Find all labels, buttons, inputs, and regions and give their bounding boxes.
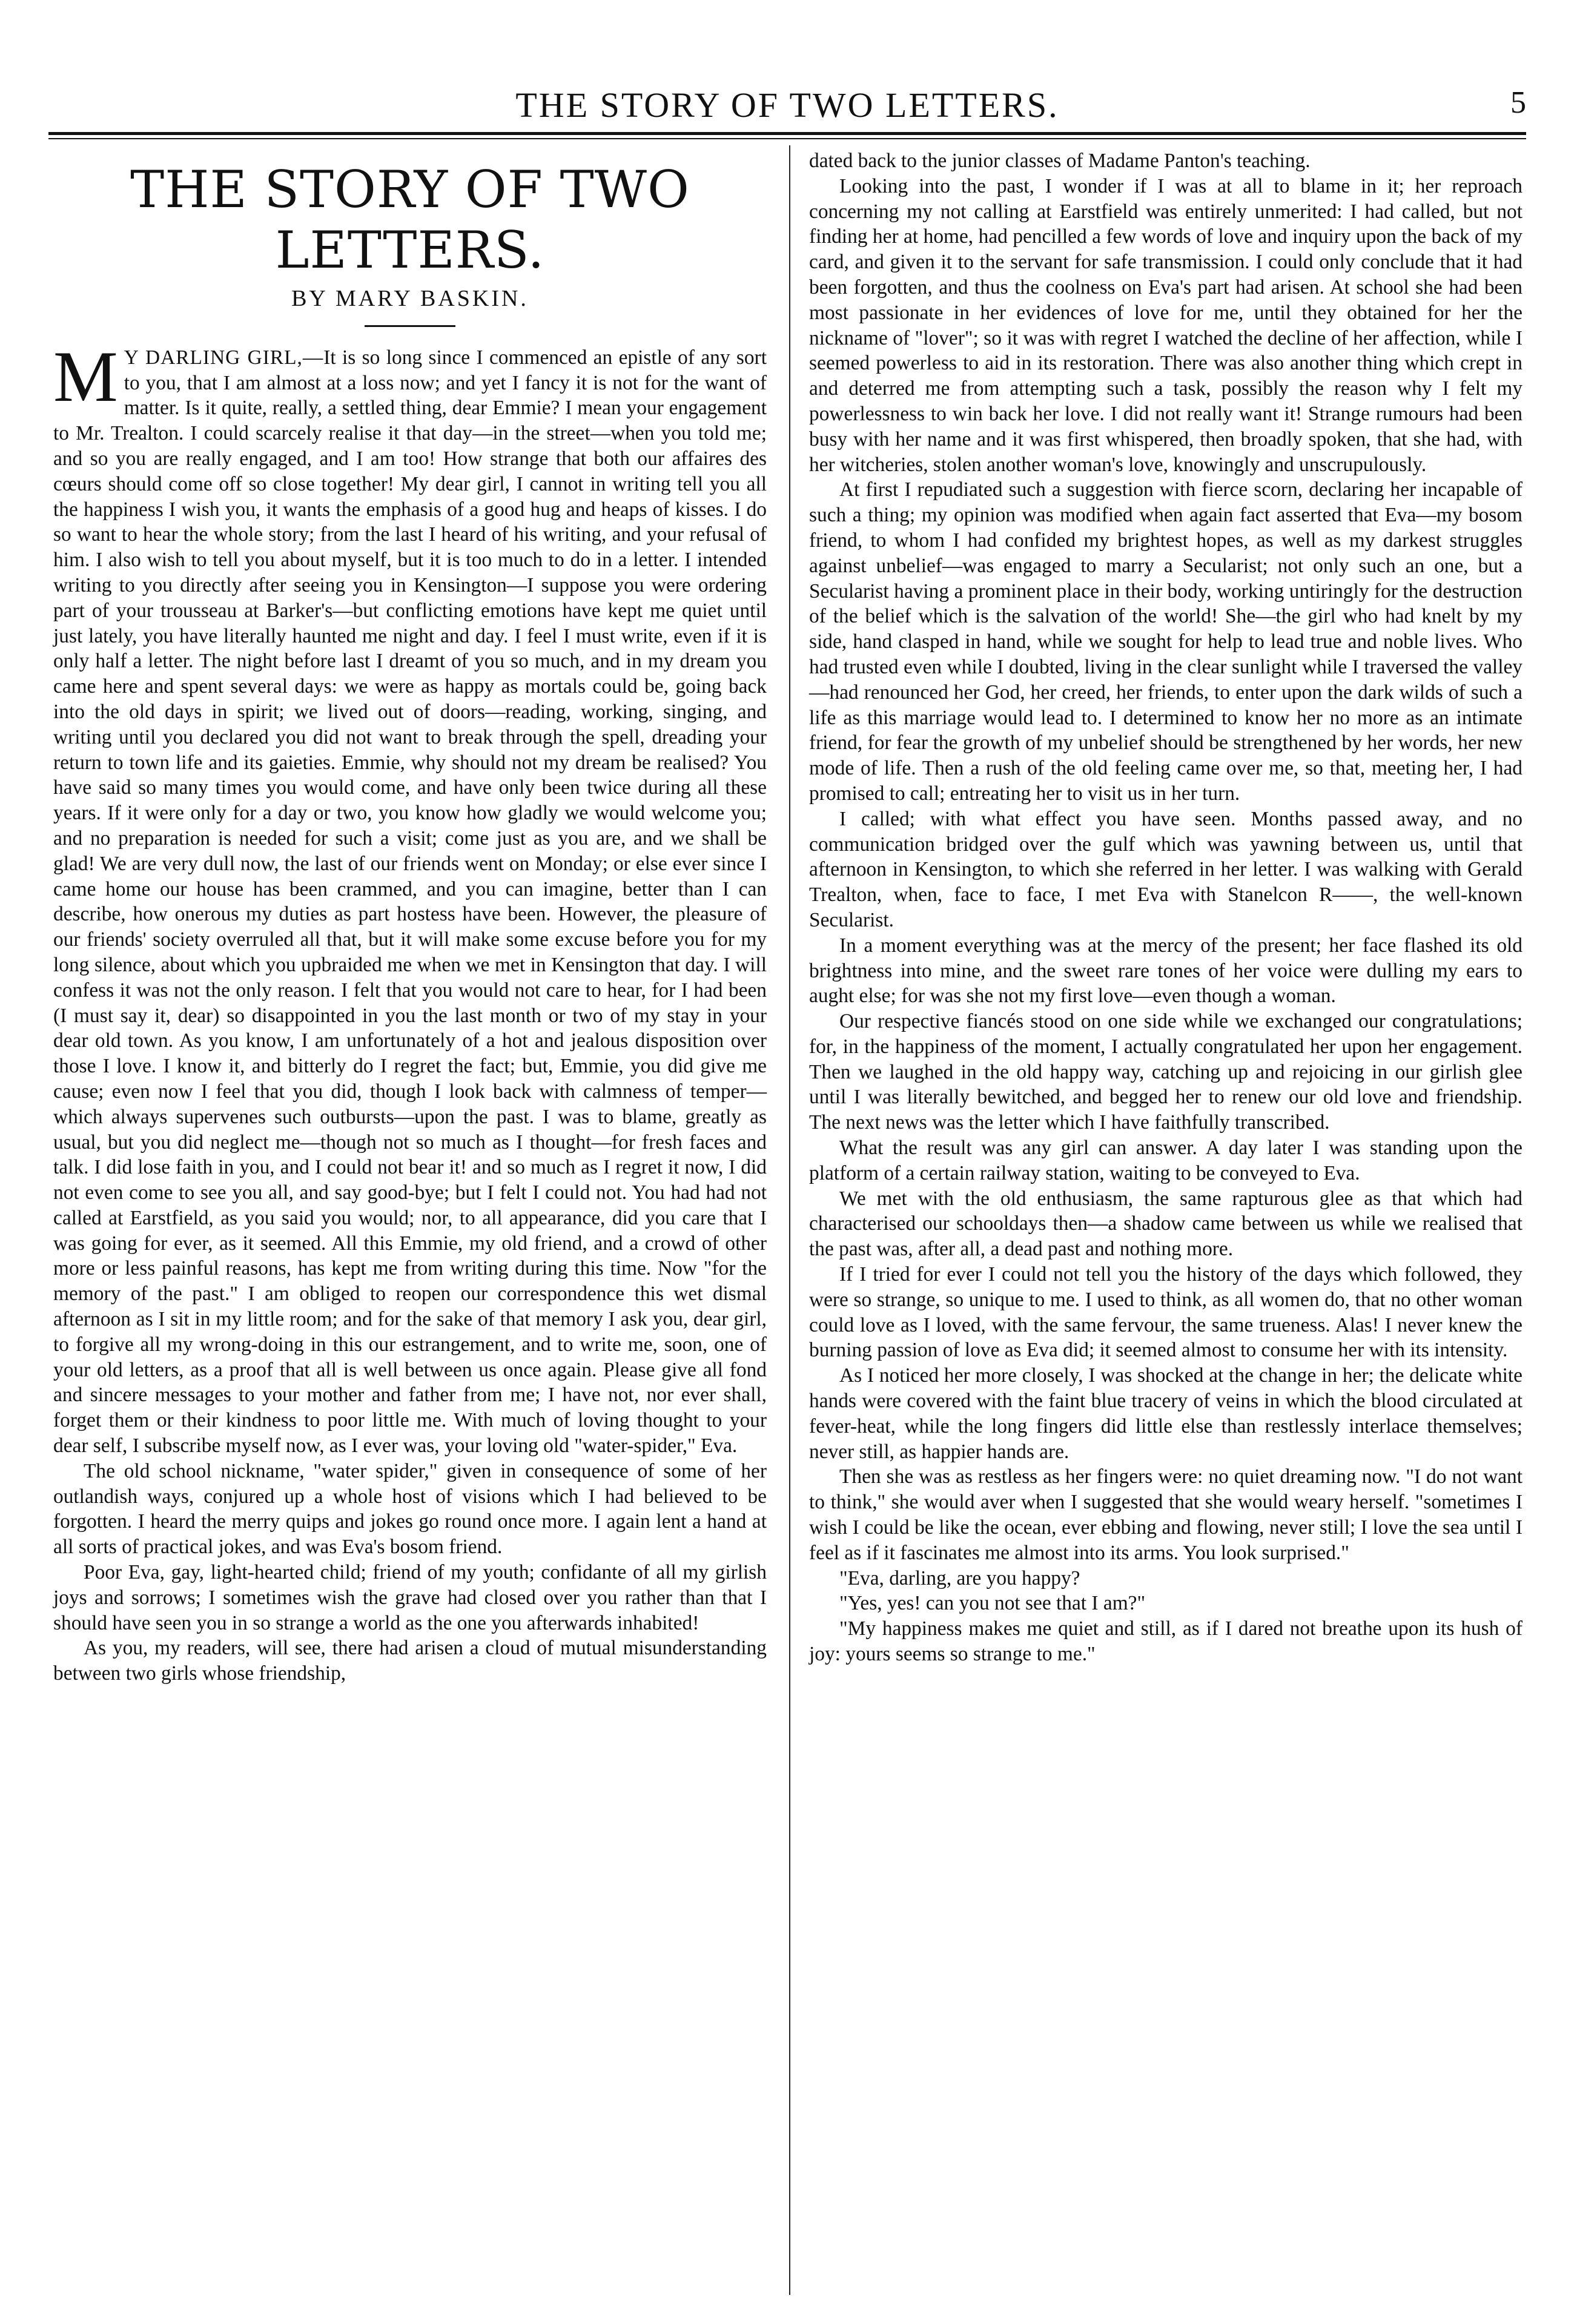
running-head xyxy=(48,85,1526,127)
paragraph: We met with the old enthusiasm, the same rapturous glee as that which had characterised our schooldays then—a shadow came between us while we realised that the past was, after all, a dead past and nothing more. xyxy=(809,1187,1522,1261)
letter-paragraph xyxy=(53,335,767,1459)
paragraph: At first I repudiated such a suggestion with fierce scorn, declaring her incapable of such a thing; my opinion was modified when again fact asserted that Eva—my bosom friend, to whom I had confided my brightest hopes, as well as my darkest struggles against unbelief—was engaged to marry a Secularist; not only such an one, but a Secularist having a prominent place in their body, working untiringly for the destruction of the belief which is the salvation of the world! She—the girl who had knelt by my side, hand clasped in hand, while we sought for help to lead true and noble lives. Who had trusted even while I doubted, living in the clear sunlight while I traversed the valley—had renounced her God, her creed, her friends, to enter upon the dark wilds of such a life as this marriage would lead to. I determined to know her no more as an intimate friend, for fear the growth of my unbelief should be strengthened by her words, her new mode of life. Then a rush of the old feeling came over me, so that, meeting her, I had promised to call; entreating her to visit us in her turn. xyxy=(809,478,1522,805)
column-divider xyxy=(789,145,790,2295)
paragraph: I called; with what effect you have seen. Months passed away, and no communication bridged over the gulf which was yawning between us, until that afternoon in Kensington, to which she referred in her letter. I was walking with Gerald Trealton, when, face to face, I met Eva with Stanelcon R——, the well-known Secularist. xyxy=(809,807,1522,931)
paragraph: Poor Eva, gay, light-hearted child; friend of my youth; confidante of all my girlish joys and sorrows; I sometimes wish the grave had closed over you rather than that I should have seen you in so strange a world as the one you afterwards inhabited! xyxy=(53,1561,767,1634)
drop-cap: M xyxy=(53,335,118,417)
page-number: 5 xyxy=(1510,85,1526,120)
paragraph: "Eva, darling, are you happy? xyxy=(839,1566,1080,1589)
left-column xyxy=(53,148,767,1686)
paragraph: Then she was as restless as her fingers were: no quiet dreaming now. "I do not want to think," she would aver when I suggested that she would weary herself. "sometimes I wish I could be like the ocean, ever ebbing and flowing, never still; I love the sea until I feel as if it fascinates me almost into its arms. You look surprised." xyxy=(809,1465,1522,1564)
paragraph-continued: dated back to the junior classes of Madame Panton's teaching. xyxy=(809,150,1311,172)
paragraph: Our respective fiancés stood on one side while we exchanged our congratulations; for, in the happiness of the moment, I actually congratulated her upon her engagement. Then we laughed in the old happy way, catching up and rejoicing in our girlish glee until I was literally bewitched, and begged her to renew our old love and friendship. The next news was the letter which I have faithfully transcribed. xyxy=(809,1010,1522,1134)
paragraph: "My happiness makes me quiet and still, as if I dared not breathe upon its hush of joy: yours seems so strange to me." xyxy=(809,1617,1522,1666)
letter-salutation: Y DARLING GIRL,— xyxy=(124,346,324,369)
running-title: THE STORY OF TWO LETTERS. xyxy=(515,85,1059,125)
paragraph: The old school nickname, "water spider," given in consequence of some of her outlandish ways, conjured up a whole host of visions which I had believed to be forgotten. I heard the merry quips and jokes go round once more. I again lent a hand at all sorts of practical jokes, and was Eva's bosom friend. xyxy=(53,1459,767,1559)
byline-rule xyxy=(365,325,455,327)
header-rule-thin xyxy=(48,138,1526,139)
paragraph: In a moment everything was at the mercy of the present; her face flashed its old brightness into mine, and the sweet rare tones of her voice were dulling my ears to aught else; for was she not my first love—even though a woman. xyxy=(809,934,1522,1008)
byline: BY MARY BASKIN. xyxy=(291,286,529,311)
article-title: THE STORY OF TWO LETTERS. xyxy=(130,160,690,280)
letter-body: It is so long since I commenced an epistle of any sort to you, that I am almost at a loss now; and yet I fancy it is not for the want of matter. Is it quite, really, a settled thing, dear Emmie? I mean your engagement to Mr. Trealton. I could scarcely realise it that day—in the street—when you told me; and so you are really engaged, and I am too! How strange that both our affaires des cœurs should come off so close together! My dear girl, I cannot in writing tell you all the happiness I wish you, it wants the emphasis of a good hug and heaps of kisses. I do so want to hear the whole story; from the last I heard of his writing, and your refusal of him. I also wish to tell you about myself, but it is too much to do in a letter. I intended writing to you directly after seeing you in Kensington—I suppose you were ordering part of your trousseau at Barker's—but conflicting emotions have kept me quiet until just lately, you have literally haunted me night and day. I feel I must write, even if it is only half a letter. The night before last I dreamt of you so much, and in my dream you came here and spent several days: we were as happy as mortals could be, going back into the old days in spirit; we lived out of doors—reading, working, singing, and writing until you declared you did not want to break through the spell, dreading your return to town life and its gaieties. Emmie, why should not my dream be realised? You have said so many times you would come, and have only been twice during all these years. If it were only for a day or two, you know how gladly we would welcome you; and no preparation is needed for such a visit; come just as you are, and we shall be glad! We are very dull now, the last of our friends went on Monday; or else ever since I came home our house has been crammed, and you can imagine, better than I can describe, how onerous my duties as part hostess have been. However, the pleasure of our friends' society overruled all that, but it will make some excuse before you for my long silence, about which you upbraided me when we met in Kensington that day. I will confess it was not the only reason. I felt that you would not care to hear, for I had been (I must say it, dear) so disappointed in you the last month or two of my stay in your dear old town. As you know, I am unfortunately of a hot and jealous disposition over those I love. I know it, and bitterly do I regret the fact; but, Emmie, you did give me cause; even now I feel that you did, though I look back with calmness of temper—which always supervenes such outbursts—upon the past. I was to blame, greatly as usual, but you did neglect me—though not so much as I thought—for fresh faces and talk. I did lose faith in you, and I could not bear it! and so much as I regret it now, I did not even come to see you all, and say good-bye; but I felt I could not. You had had not called at Earstfield, as you said you would; nor, to all appearance, did you care that I was going for ever, as it seemed. All this Emmie, my old friend, and a crowd of other more or less painful reasons, has kept me from writing during this time. Now "for the memory of the past." I am obliged to reopen our correspondence this wet dismal afternoon as I sit in my little room; and for the sake of that memory I ask you, dear girl, to forgive all my wrong-doing in this our estrangement, and to write me, soon, one of your old letters, as a proof that all is well between us once again. Please give all fond and sincere messages to your mother and father from me; I have not, nor ever shall, forget them or their kindness to poor little me. With much of loving thought to your dear self, I subscribe myself now, as I ever was, your loving old "water-spider," Eva. xyxy=(53,346,767,1457)
paragraph: Looking into the past, I wonder if I was at all to blame in it; her reproach concerning my not calling at Earstfield was entirely unmerited: I had called, but not finding her at home, had pencilled a few words of love and inquiry upon the back of my card, and given it to the servant for safe transmission. I could only conclude that it had been forgotten, and thus the coolness on Eva's part had arisen. At school she had been most passionate in her evidences of love for me, until they obtained for her the nickname of "lover"; so it was with regret I watched the decline of her affection, while I seemed powerless to aid in its restoration. There was also another thing which crept in and deterred me from attempting such a task, possibly the reason why I felt my powerlessness to win back her love. I did not really want it! Strange rumours had been busy with her name and it was first whispered, then broadly spoken, that she had, with her witcheries, stolen another woman's love, knowingly and unscrupulously. xyxy=(809,174,1522,476)
paragraph: "Yes, yes! can you not see that I am?" xyxy=(839,1592,1146,1615)
right-column xyxy=(809,148,1522,1667)
paragraph: As you, my readers, will see, there had arisen a cloud of mutual misunderstanding between two girls whose friendship, xyxy=(53,1637,767,1685)
paragraph: If I tried for ever I could not tell you the history of the days which followed, they were so strange, so unique to me. I used to think, as all women do, that no other woman could love as I loved, with the same fervour, the same trueness. Alas! I never knew the burning passion of love as Eva did; it seemed almost to consume her with its intensity. xyxy=(809,1263,1522,1362)
paragraph: As I noticed her more closely, I was shocked at the change in her; the delicate white hands were covered with the faint blue tracery of veins in which the blood circulated at fever-heat, while the long fingers did little else than restlessly interlace themselves; never still, as happier hands are. xyxy=(809,1364,1522,1463)
paragraph: What the result was any girl can answer. A day later I was standing upon the platform of a certain railway station, waiting to be conveyed to Eva. xyxy=(809,1137,1522,1184)
header-rule xyxy=(48,132,1526,135)
